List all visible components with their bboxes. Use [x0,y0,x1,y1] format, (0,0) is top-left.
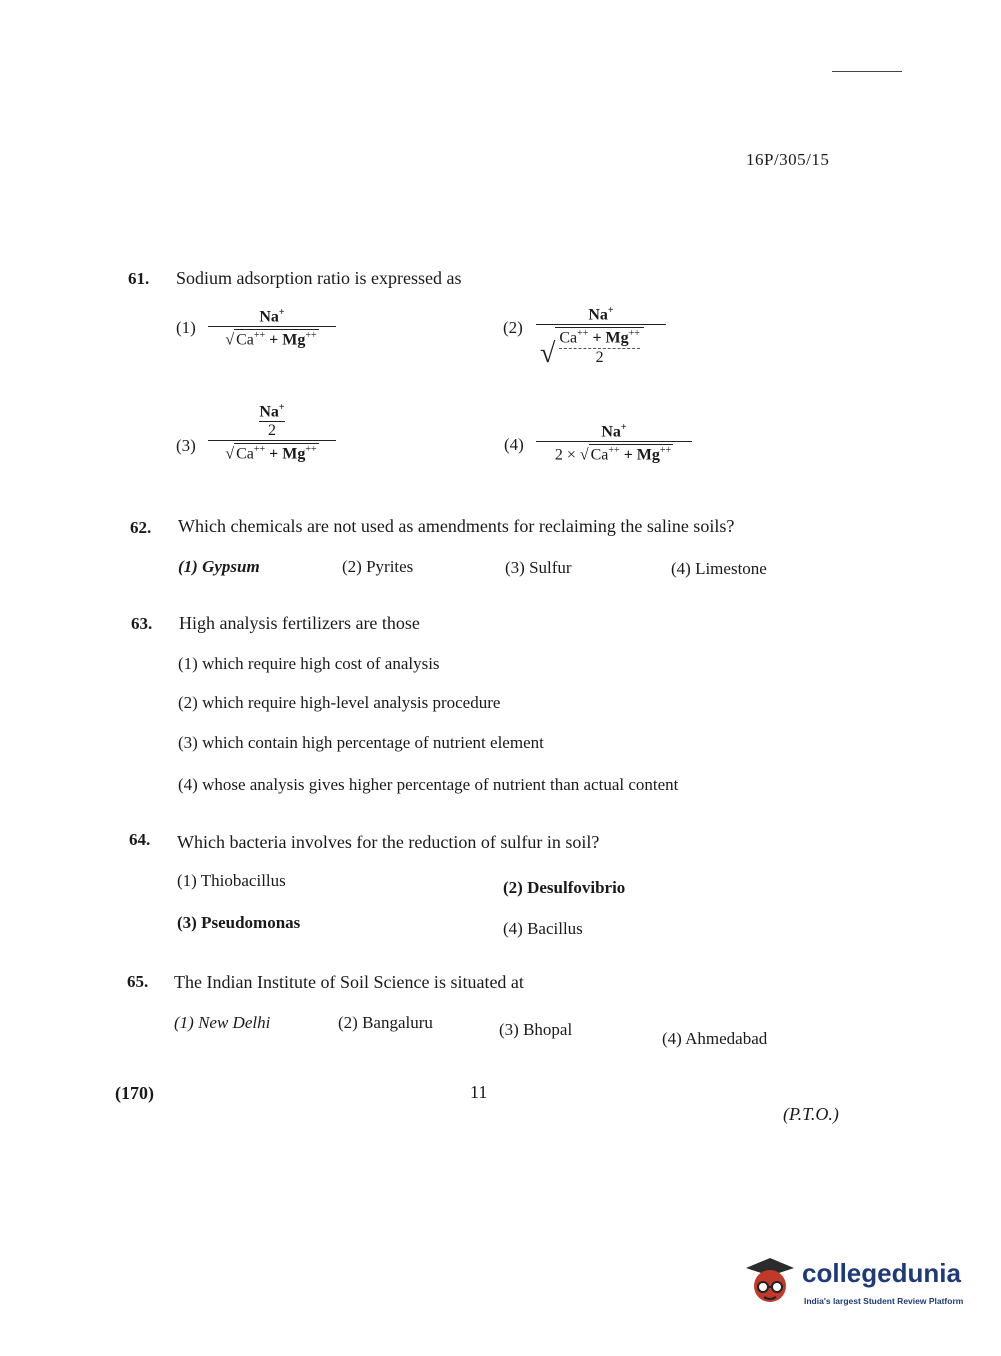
question-63-number: 63. [131,614,153,633]
q62-option-1: (1) Gypsum [178,557,260,576]
booklet-code: (170) [115,1083,154,1103]
question-62-text: Which chemicals are not used as amendments for reclaiming the saline soils? [178,516,735,536]
mascot-icon [742,1254,798,1310]
q62-option-4: (4) Limestone [671,559,767,578]
q61-option-4-formula: $\frac{Na^+}{2 \times √ Ca^{++} + Mg^{++}}$ [536,422,692,465]
q65-option-2: (2) Bangaluru [338,1013,433,1032]
q64-option-1: (1) Thiobacillus [177,871,286,890]
q62-option-2: (2) Pyrites [342,557,414,576]
q61-option-4-label: (4) [504,435,524,454]
page-number: 11 [470,1082,488,1102]
q61-option-1-label: (1) [176,318,196,337]
q61-option-2-formula: Na+ √ Ca++ + Mg++ 2 [536,305,666,367]
q63-option-4: (4) whose analysis gives higher percentage of nutrient than actual content [178,775,679,794]
brand-name: collegedunia [802,1258,961,1288]
q65-option-4: (4) Ahmedabad [662,1029,768,1048]
q64-option-4: (4) Bacillus [503,919,583,938]
q63-option-1: (1) which require high cost of analysis [178,654,440,673]
question-64-text: Which bacteria involves for the reduction of sulfur in soil? [177,832,600,852]
q65-option-3: (3) Bhopal [499,1020,573,1039]
question-65-text: The Indian Institute of Soil Science is situated at [174,972,524,992]
q65-option-1: (1) New Delhi [174,1013,271,1032]
q64-option-3: (3) Pseudomonas [177,913,301,932]
brand-tagline: India's largest Student Review Platform [804,1296,964,1306]
q64-option-2: (2) Desulfovibrio [503,878,626,897]
question-63-text: High analysis fertilizers are those [179,613,420,633]
numerator: Na [259,308,279,326]
question-62-number: 62. [130,518,152,537]
question-65-number: 65. [127,972,149,991]
q61-option-1-formula: $\frac{Na^+}{√ Ca^{++} + Mg^{++}}$ [208,307,336,350]
q61-option-3-label: (3) [176,436,196,455]
question-64-number: 64. [129,830,151,849]
q62-option-3: (3) Sulfur [505,558,572,577]
q61-option-3-formula: $\frac{\frac{Na^+}{2}}{√ Ca^{++} + Mg^{++}}$ [208,402,336,464]
question-61-number: 61. [128,269,150,288]
q61-option-2-label: (2) [503,318,523,337]
please-turn-over: (P.T.O.) [783,1104,839,1124]
collegedunia-watermark [742,1250,972,1320]
question-61-text: Sodium adsorption ratio is expressed as [176,268,462,288]
paper-code: 16P/305/15 [746,150,830,169]
q63-option-2: (2) which require high-level analysis procedure [178,693,501,712]
top-rule [832,71,902,72]
q63-option-3: (3) which contain high percentage of nutrient element [178,733,544,752]
